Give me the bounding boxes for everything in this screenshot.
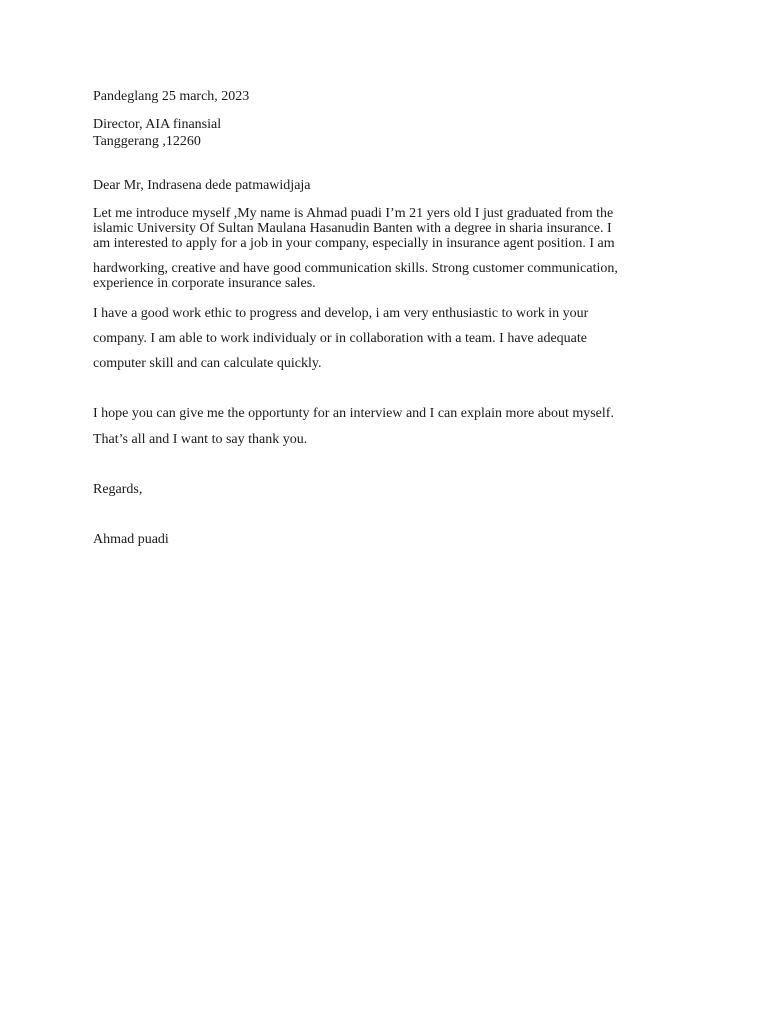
salutation: Dear Mr, Indrasena dede patmawidjaja: [93, 178, 311, 193]
paragraph-line: computer skill and can calculate quickly.: [93, 356, 322, 371]
paragraph-line: I have a good work ethic to progress and develop, i am very enthusiastic to work in your: [93, 306, 589, 321]
paragraph-line: hardworking, creative and have good communication skills. Strong customer communication,: [93, 261, 618, 276]
closing: Regards,: [93, 482, 143, 497]
recipient-address: Tanggerang ,12260: [93, 134, 201, 149]
paragraph-line: Let me introduce myself ,My name is Ahmad puadi I’m 21 yers old I just graduated from the: [93, 206, 614, 221]
recipient-title: Director, AIA finansial: [93, 117, 222, 132]
paragraph-line: experience in corporate insurance sales.: [93, 276, 316, 291]
paragraph-line: company. I am able to work individualy or in collaboration with a team. I have adequate: [93, 331, 587, 346]
place-date: Pandeglang 25 march, 2023: [93, 89, 250, 104]
paragraph-line: am interested to apply for a job in your company, especially in insurance agent position. I am: [93, 236, 615, 251]
paragraph-line: islamic University Of Sultan Maulana Hasanudin Banten with a degree in sharia insurance. I: [93, 221, 612, 236]
signature-name: Ahmad puadi: [93, 532, 169, 547]
paragraph-interview: I hope you can give me the opportunty for an interview and I can explain more about myself.: [93, 406, 614, 421]
paragraph-thanks: That’s all and I want to say thank you.: [93, 432, 308, 447]
